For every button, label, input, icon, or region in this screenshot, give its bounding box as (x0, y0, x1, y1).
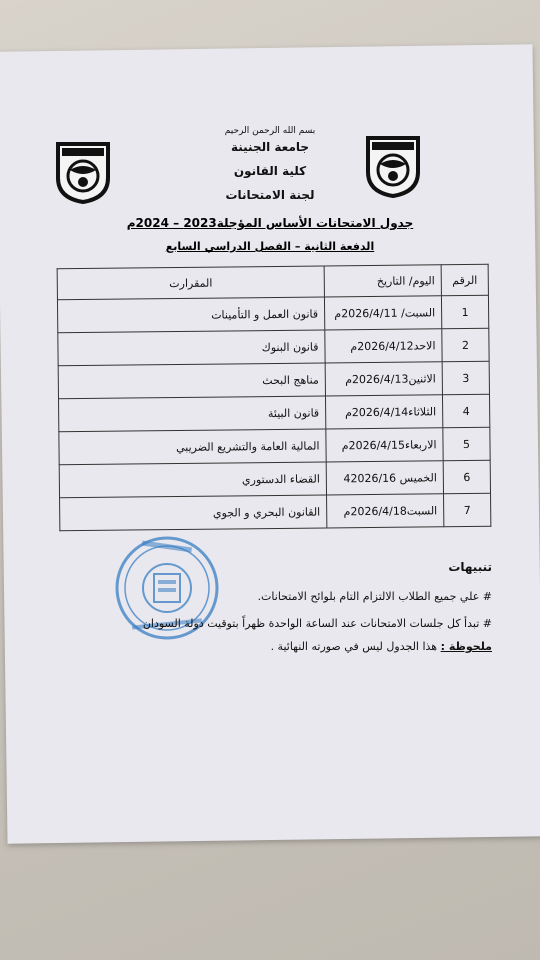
table-row (59, 394, 490, 432)
university-name: جامعة الجنينة (230, 140, 310, 154)
row-date: السبت2026/4/18م (327, 494, 444, 528)
row-num: 4 (442, 394, 489, 427)
table-header-row (57, 264, 488, 300)
row-num: 7 (444, 493, 491, 526)
remark-text: هذا الجدول ليس في صورته النهائية . (270, 640, 441, 653)
row-date: الاربعاء2026/4/15م (326, 428, 443, 462)
row-date: الثلاثاء2026/4/14م (325, 395, 442, 429)
exam-schedule-table (57, 264, 492, 532)
header-num: الرقم (441, 264, 488, 295)
table-row (58, 328, 489, 366)
row-course: قانون العمل و التأمينات (57, 297, 324, 333)
header-course: المقرارت (57, 266, 324, 300)
basmala: بسم الله الرحمن الرحيم (224, 126, 316, 136)
note-item: # علي جميع الطلاب الالتزام التام بلوائح الامتحانات. (257, 590, 492, 603)
remark (92, 640, 492, 653)
faculty-name: كلية القانون (233, 164, 307, 178)
row-num: 2 (442, 328, 489, 361)
document-title (60, 216, 480, 230)
row-num: 5 (443, 427, 490, 460)
table-row (59, 427, 490, 465)
committee-name: لجنة الامتحانات (225, 188, 315, 202)
row-num: 6 (443, 460, 490, 493)
row-date: الخميس 42026/16 (326, 461, 443, 495)
row-course: المالية العامة والتشريع الضريبي (59, 429, 326, 465)
document-title-text: جدول الامتحانات الأساس المؤجلة2023 – 2024م (126, 216, 414, 230)
row-course: قانون البنوك (58, 330, 325, 366)
document-subtitle-text: الدفعة الثانية – الفصل الدراسي السابع (165, 240, 375, 253)
row-course: مناهج البحث (58, 363, 325, 399)
row-date: الاثنين2026/4/13م (325, 362, 442, 396)
table-row (60, 493, 491, 531)
note-item: # تبدأ كل جلسات الامتحانات عند الساعة الواحدة ظهراً بتوقيت دولة السودان (142, 617, 492, 630)
row-num: 3 (442, 361, 489, 394)
table-row (57, 295, 488, 333)
row-date: السبت/ 2026/4/11م (324, 296, 441, 330)
row-course: القانون البحري و الجوي (60, 495, 327, 531)
remark-label: ملحوظة : (440, 640, 492, 653)
header-date: اليوم/ التاريخ (324, 265, 441, 297)
table-row (58, 361, 489, 399)
university-crest-icon (54, 140, 112, 204)
notes-title: تنبيهات (448, 560, 492, 574)
row-date: الاحد2026/4/12م (325, 329, 442, 363)
row-course: القضاء الدستوري (59, 462, 326, 498)
row-course: قانون البيئة (59, 396, 326, 432)
table-row (59, 460, 490, 498)
document-subtitle (60, 240, 480, 253)
row-num: 1 (441, 295, 488, 328)
